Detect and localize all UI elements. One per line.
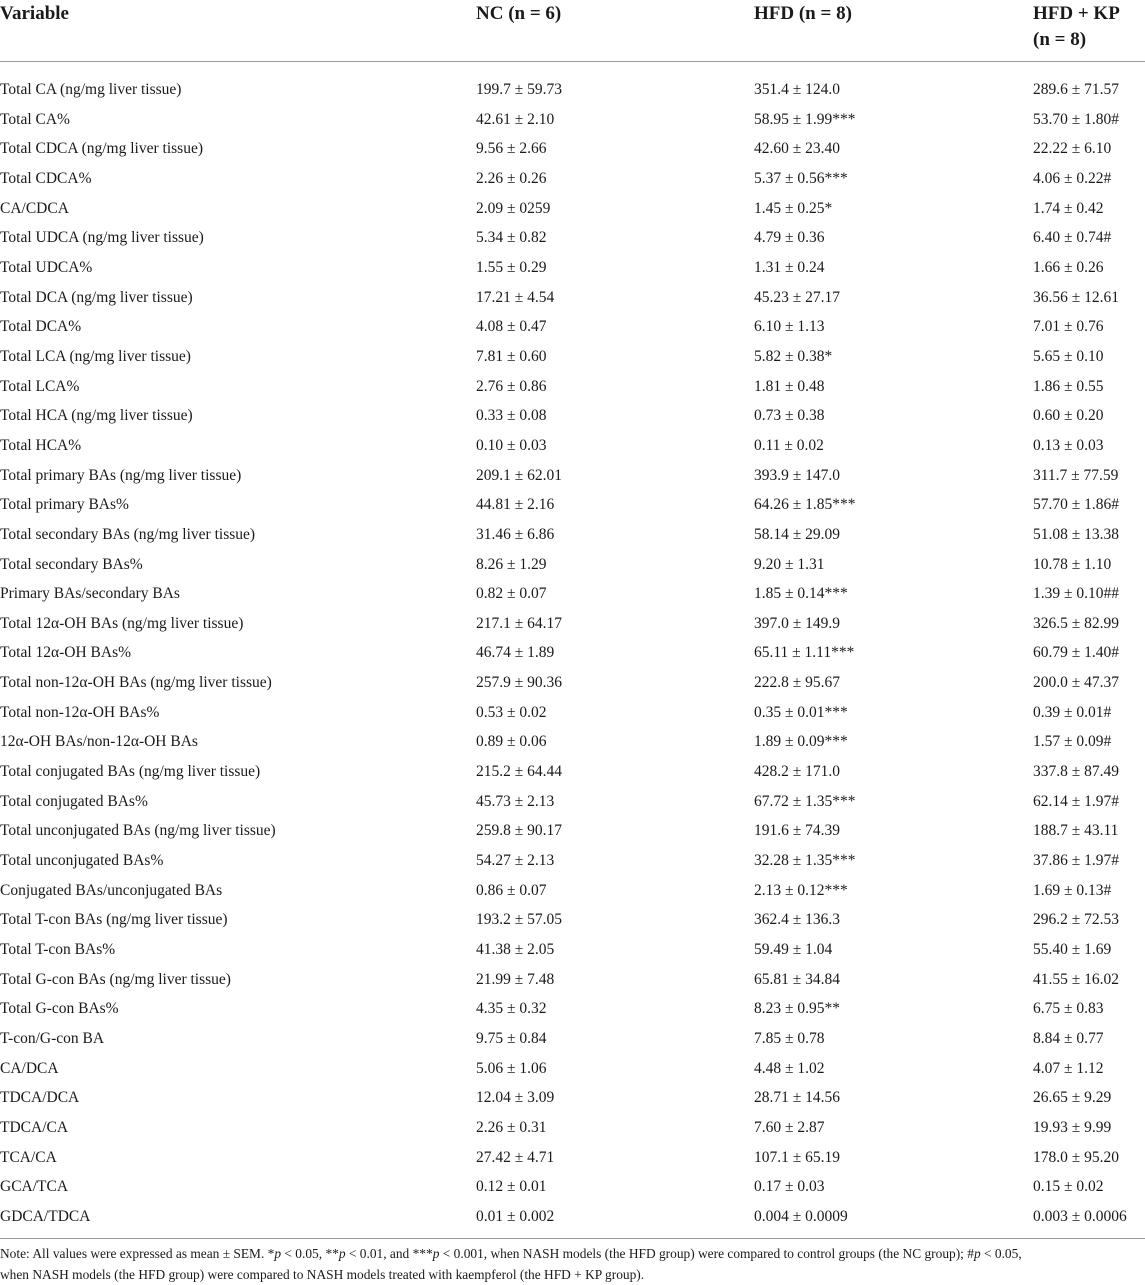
table-header	[0, 0, 1145, 62]
table-row	[0, 1202, 1145, 1232]
cell-hfd-kp: 6.75 ± 0.83	[1033, 1000, 1104, 1018]
cell-nc: 4.35 ± 0.32	[476, 1000, 547, 1018]
cell-hfd-kp: 22.22 ± 6.10	[1033, 140, 1112, 158]
cell-hfd: 222.8 ± 95.67	[754, 674, 841, 692]
table-row	[0, 461, 1145, 491]
table-row	[0, 668, 1145, 698]
cell-hfd-kp: 8.84 ± 0.77	[1033, 1030, 1104, 1047]
table-row	[0, 846, 1145, 876]
cell-hfd-kp: 296.2 ± 72.53	[1033, 911, 1120, 929]
table-row	[0, 283, 1145, 313]
cell-variable: Total LCA (ng/mg liver tissue)	[0, 347, 191, 365]
cell-variable: Total HCA%	[0, 436, 82, 454]
cell-variable: Total T-con BAs%	[0, 941, 116, 959]
cell-variable: Total conjugated BAs (ng/mg liver tissue)	[0, 763, 261, 781]
cell-nc: 209.1 ± 62.01	[476, 466, 563, 484]
footnote-text: < 0.05,	[980, 1246, 1022, 1261]
cell-hfd-kp: 51.08 ± 13.38	[1033, 525, 1120, 543]
cell-hfd-kp: 19.93 ± 9.99	[1033, 1118, 1112, 1136]
cell-variable: Total non-12α-OH BAs (ng/mg liver tissue)	[0, 674, 272, 692]
cell-nc: 193.2 ± 57.05	[476, 911, 563, 929]
cell-nc: 9.56 ± 2.66	[476, 140, 547, 158]
cell-hfd-kp: 289.6 ± 71.57	[1033, 81, 1120, 98]
cell-variable: Total primary BAs (ng/mg liver tissue)	[0, 466, 242, 484]
cell-hfd-kp: 311.7 ± 77.59	[1033, 466, 1119, 484]
cell-nc: 257.9 ± 90.36	[476, 674, 563, 692]
cell-hfd: 2.13 ± 0.12***	[754, 881, 848, 899]
cell-nc: 2.76 ± 0.86	[476, 377, 547, 395]
cell-hfd-kp: 6.40 ± 0.74#	[1033, 229, 1112, 247]
cell-nc: 4.08 ± 0.47	[476, 318, 547, 336]
cell-variable: Total CA%	[0, 110, 70, 128]
cell-hfd: 59.49 ± 1.04	[754, 941, 833, 959]
footnote-line-1	[0, 1243, 1145, 1264]
cell-hfd-kp: 200.0 ± 47.37	[1033, 674, 1120, 692]
table-row	[0, 431, 1145, 461]
cell-hfd: 428.2 ± 171.0	[754, 763, 841, 781]
table-row	[0, 816, 1145, 846]
cell-hfd-kp: 37.86 ± 1.97#	[1033, 852, 1120, 870]
cell-variable: Total unconjugated BAs (ng/mg liver tissue)	[0, 822, 276, 840]
cell-variable: GDCA/TDCA	[0, 1207, 91, 1225]
cell-hfd: 1.85 ± 0.14***	[754, 585, 848, 603]
cell-hfd: 362.4 ± 136.3	[754, 911, 841, 929]
cell-hfd: 351.4 ± 124.0	[754, 81, 841, 98]
header-row	[0, 0, 1145, 62]
cell-hfd: 4.79 ± 0.36	[754, 229, 825, 247]
cell-hfd: 65.81 ± 34.84	[754, 970, 841, 988]
cell-hfd: 393.9 ± 147.0	[754, 466, 841, 484]
table-row	[0, 312, 1145, 342]
table-row	[0, 787, 1145, 817]
footnote-p-italic: p	[338, 1246, 346, 1261]
cell-hfd: 45.23 ± 27.17	[754, 288, 841, 306]
cell-hfd: 28.71 ± 14.56	[754, 1089, 841, 1107]
cell-variable: GCA/TCA	[0, 1178, 69, 1196]
header-variable: Variable	[0, 3, 69, 24]
cell-hfd-kp: 0.60 ± 0.20	[1033, 407, 1104, 425]
table-row	[0, 342, 1145, 372]
cell-hfd: 0.11 ± 0.02	[754, 436, 824, 454]
cell-nc: 46.74 ± 1.89	[476, 644, 555, 662]
cell-variable: Total G-con BAs (ng/mg liver tissue)	[0, 970, 231, 988]
cell-variable: Total 12α-OH BAs%	[0, 644, 132, 662]
cell-variable: Total UDCA%	[0, 258, 93, 276]
cell-nc: 0.10 ± 0.03	[476, 436, 547, 454]
cell-variable: Primary BAs/secondary BAs	[0, 585, 180, 603]
cell-nc: 8.26 ± 1.29	[476, 555, 547, 573]
cell-hfd-kp: 0.13 ± 0.03	[1033, 436, 1104, 454]
cell-hfd: 64.26 ± 1.85***	[754, 496, 856, 514]
body-top-spacer	[0, 62, 1145, 76]
cell-variable: Conjugated BAs/unconjugated BAs	[0, 881, 223, 899]
cell-nc: 0.89 ± 0.06	[476, 733, 547, 751]
cell-hfd-kp: 337.8 ± 87.49	[1033, 763, 1120, 781]
cell-nc: 2.09 ± 0259	[476, 199, 551, 217]
footnote-p-italic: p	[432, 1246, 440, 1261]
cell-hfd: 58.14 ± 29.09	[754, 525, 841, 543]
table-row	[0, 134, 1145, 164]
table-row	[0, 579, 1145, 609]
cell-hfd-kp: 53.70 ± 1.80#	[1033, 110, 1120, 128]
cell-hfd: 1.81 ± 0.48	[754, 377, 825, 395]
cell-nc: 17.21 ± 4.54	[476, 288, 555, 306]
cell-nc: 44.81 ± 2.16	[476, 496, 555, 514]
table-row	[0, 727, 1145, 757]
cell-hfd: 6.10 ± 1.13	[754, 318, 825, 336]
cell-hfd: 397.0 ± 149.9	[754, 614, 841, 632]
cell-hfd: 42.60 ± 23.40	[754, 140, 841, 158]
footnote-text: < 0.01, and ***	[345, 1246, 433, 1261]
cell-variable: T-con/G-con BA	[0, 1030, 105, 1047]
cell-variable: Total G-con BAs%	[0, 1000, 119, 1018]
cell-hfd: 107.1 ± 65.19	[754, 1148, 841, 1166]
cell-nc: 5.06 ± 1.06	[476, 1059, 547, 1077]
cell-hfd: 1.31 ± 0.24	[754, 258, 825, 276]
cell-nc: 259.8 ± 90.17	[476, 822, 563, 840]
cell-variable: Total T-con BAs (ng/mg liver tissue)	[0, 911, 228, 929]
cell-nc: 0.33 ± 0.08	[476, 407, 547, 425]
cell-hfd-kp: 1.66 ± 0.26	[1033, 258, 1104, 276]
table-row	[0, 965, 1145, 995]
table-row	[0, 1143, 1145, 1173]
table-row	[0, 905, 1145, 935]
cell-nc: 41.38 ± 2.05	[476, 941, 555, 959]
cell-variable: Total CDCA (ng/mg liver tissue)	[0, 140, 203, 158]
cell-hfd-kp: 7.01 ± 0.76	[1033, 318, 1104, 336]
cell-hfd-kp: 178.0 ± 95.20	[1033, 1148, 1120, 1166]
cell-hfd-kp: 57.70 ± 1.86#	[1033, 496, 1120, 514]
header-nc: NC (n = 6)	[476, 3, 562, 24]
cell-variable: Total DCA (ng/mg liver tissue)	[0, 288, 193, 306]
cell-hfd-kp: 10.78 ± 1.10	[1033, 555, 1112, 573]
table-row	[0, 490, 1145, 520]
cell-nc: 199.7 ± 59.73	[476, 81, 563, 98]
footnote-text: Note: All values were expressed as mean ± SEM. *	[0, 1246, 275, 1261]
cell-nc: 5.34 ± 0.82	[476, 229, 547, 247]
cell-variable: Total CA (ng/mg liver tissue)	[0, 81, 182, 98]
cell-hfd: 5.37 ± 0.56***	[754, 169, 848, 187]
table-row	[0, 1024, 1145, 1054]
cell-hfd: 0.17 ± 0.03	[754, 1178, 825, 1196]
cell-variable: CA/CDCA	[0, 199, 69, 217]
cell-nc: 31.46 ± 6.86	[476, 525, 555, 543]
table-footnote	[0, 1243, 1145, 1285]
cell-nc: 2.26 ± 0.31	[476, 1118, 547, 1136]
table-row	[0, 1113, 1145, 1143]
cell-hfd-kp: 26.65 ± 9.29	[1033, 1089, 1112, 1107]
footnote-p-italic: p	[973, 1246, 981, 1261]
cell-nc: 0.01 ± 0.002	[476, 1207, 555, 1225]
cell-nc: 2.26 ± 0.26	[476, 169, 547, 187]
table-bottom-rule	[0, 1238, 1145, 1239]
cell-hfd: 0.004 ± 0.0009	[754, 1207, 848, 1225]
cell-nc: 7.81 ± 0.60	[476, 347, 547, 365]
table-row	[0, 1054, 1145, 1084]
cell-variable: Total secondary BAs (ng/mg liver tissue)	[0, 525, 256, 543]
cell-variable: Total unconjugated BAs%	[0, 852, 164, 870]
cell-nc: 0.86 ± 0.07	[476, 881, 547, 899]
cell-variable: 12α-OH BAs/non-12α-OH BAs	[0, 733, 198, 751]
cell-variable: Total 12α-OH BAs (ng/mg liver tissue)	[0, 614, 244, 632]
footnote-text: < 0.05, **	[281, 1246, 339, 1261]
cell-hfd: 65.11 ± 1.11***	[754, 644, 855, 662]
cell-hfd: 191.6 ± 74.39	[754, 822, 841, 840]
table-row	[0, 698, 1145, 728]
cell-variable: CA/DCA	[0, 1059, 59, 1077]
cell-hfd-kp: 4.06 ± 0.22#	[1033, 169, 1112, 187]
table-row	[0, 876, 1145, 906]
cell-hfd: 4.48 ± 1.02	[754, 1059, 825, 1077]
table-row	[0, 253, 1145, 283]
cell-hfd-kp: 36.56 ± 12.61	[1033, 288, 1120, 306]
table-row	[0, 75, 1145, 105]
header-hfd-kp	[1033, 0, 1145, 62]
header-hfd: HFD (n = 8)	[754, 3, 852, 24]
cell-nc: 21.99 ± 7.48	[476, 970, 555, 988]
table-row	[0, 164, 1145, 194]
cell-nc: 1.55 ± 0.29	[476, 258, 547, 276]
cell-hfd-kp: 60.79 ± 1.40#	[1033, 644, 1120, 662]
cell-hfd-kp: 0.003 ± 0.0006	[1033, 1207, 1127, 1225]
table-body	[0, 62, 1145, 1232]
cell-hfd-kp: 41.55 ± 16.02	[1033, 970, 1120, 988]
cell-hfd: 58.95 ± 1.99***	[754, 110, 856, 128]
cell-hfd-kp: 0.39 ± 0.01#	[1033, 703, 1112, 721]
table-row	[0, 550, 1145, 580]
cell-variable: Total DCA%	[0, 318, 82, 336]
cell-hfd-kp: 1.74 ± 0.42	[1033, 199, 1104, 217]
table-row	[0, 1083, 1145, 1113]
footnote-line-2: when NASH models (the HFD group) were compared to NASH models treated with kaempferol (the HFD + KP group).	[0, 1267, 645, 1282]
table-row	[0, 401, 1145, 431]
table-row	[0, 994, 1145, 1024]
table-row	[0, 1172, 1145, 1202]
cell-nc: 45.73 ± 2.13	[476, 792, 555, 810]
cell-nc: 0.12 ± 0.01	[476, 1178, 547, 1196]
cell-hfd: 9.20 ± 1.31	[754, 555, 825, 573]
cell-variable: Total LCA%	[0, 377, 80, 395]
cell-hfd: 67.72 ± 1.35***	[754, 792, 856, 810]
cell-nc: 0.82 ± 0.07	[476, 585, 547, 603]
cell-hfd: 1.89 ± 0.09***	[754, 733, 848, 751]
table-row	[0, 757, 1145, 787]
cell-hfd: 0.73 ± 0.38	[754, 407, 825, 425]
cell-hfd-kp: 0.15 ± 0.02	[1033, 1178, 1104, 1196]
cell-variable: Total conjugated BAs%	[0, 792, 148, 810]
cell-nc: 217.1 ± 64.17	[476, 614, 563, 632]
table-row	[0, 638, 1145, 668]
table-row	[0, 223, 1145, 253]
cell-variable: Total UDCA (ng/mg liver tissue)	[0, 229, 204, 247]
cell-hfd: 7.85 ± 0.78	[754, 1030, 825, 1047]
header-hfd-kp-line1: HFD + KP	[1033, 3, 1120, 24]
table-row	[0, 372, 1145, 402]
cell-hfd-kp: 5.65 ± 0.10	[1033, 347, 1104, 365]
footnote-p-italic: p	[274, 1246, 282, 1261]
cell-variable: Total CDCA%	[0, 169, 92, 187]
cell-nc: 54.27 ± 2.13	[476, 852, 555, 870]
table-row	[0, 520, 1145, 550]
cell-hfd: 8.23 ± 0.95**	[754, 1000, 841, 1018]
cell-variable: Total HCA (ng/mg liver tissue)	[0, 407, 193, 425]
table-row	[0, 609, 1145, 639]
header-hfd-kp-line2: (n = 8)	[1033, 29, 1087, 50]
cell-hfd-kp: 1.86 ± 0.55	[1033, 377, 1104, 395]
cell-hfd-kp: 188.7 ± 43.11	[1033, 822, 1119, 840]
cell-hfd-kp: 4.07 ± 1.12	[1033, 1059, 1104, 1077]
cell-nc: 12.04 ± 3.09	[476, 1089, 555, 1107]
cell-nc: 27.42 ± 4.71	[476, 1148, 555, 1166]
cell-hfd: 0.35 ± 0.01***	[754, 703, 848, 721]
table-row	[0, 105, 1145, 135]
cell-hfd: 5.82 ± 0.38*	[754, 347, 833, 365]
cell-variable: Total non-12α-OH BAs%	[0, 703, 160, 721]
cell-variable: TDCA/DCA	[0, 1089, 80, 1107]
cell-hfd-kp: 55.40 ± 1.69	[1033, 941, 1112, 959]
cell-variable: TDCA/CA	[0, 1118, 69, 1136]
cell-variable: TCA/CA	[0, 1148, 57, 1166]
cell-hfd-kp: 326.5 ± 82.99	[1033, 614, 1120, 632]
table-row	[0, 935, 1145, 965]
cell-nc: 9.75 ± 0.84	[476, 1030, 547, 1047]
cell-hfd-kp: 1.39 ± 0.10##	[1033, 585, 1120, 603]
footnote-text: < 0.001, when NASH models (the HFD group) were compared to control groups (the NC group); #	[439, 1246, 974, 1261]
cell-nc: 215.2 ± 64.44	[476, 763, 563, 781]
cell-variable: Total primary BAs%	[0, 496, 129, 514]
cell-hfd: 1.45 ± 0.25*	[754, 199, 833, 217]
cell-hfd-kp: 1.69 ± 0.13#	[1033, 881, 1112, 899]
cell-hfd: 32.28 ± 1.35***	[754, 852, 856, 870]
cell-hfd: 7.60 ± 2.87	[754, 1118, 825, 1136]
cell-nc: 0.53 ± 0.02	[476, 703, 547, 721]
cell-hfd-kp: 62.14 ± 1.97#	[1033, 792, 1120, 810]
cell-nc: 42.61 ± 2.10	[476, 110, 555, 128]
cell-hfd-kp: 1.57 ± 0.09#	[1033, 733, 1112, 751]
cell-variable: Total secondary BAs%	[0, 555, 143, 573]
table-row	[0, 194, 1145, 224]
